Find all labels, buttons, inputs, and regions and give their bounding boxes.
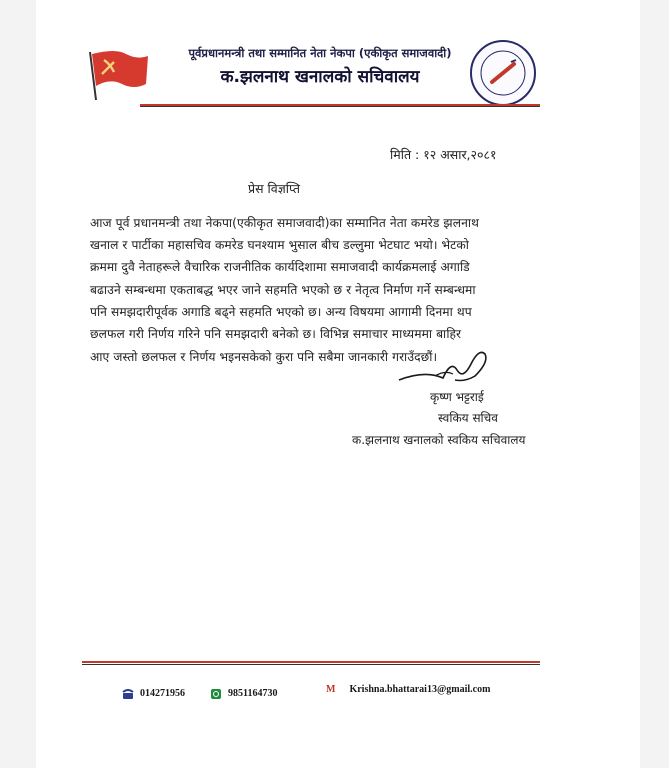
footer-email xyxy=(326,684,490,695)
footer-rule xyxy=(82,661,540,663)
signatory-role: स्वकिय सचिव xyxy=(438,411,498,425)
body-line: आए जस्तो छलफल र निर्णय भइनसकेको कुरा पनि सबैमा जानकारी गराउँदछौं। xyxy=(90,350,438,364)
office-name: क.झलनाथ खनालको स्वकिय सचिवालय xyxy=(352,433,526,447)
header-title: क.झलनाथ खनालको सचिवालय xyxy=(220,67,420,87)
email-address: Krishna.bhattarai13@gmail.com xyxy=(349,684,491,695)
footer-mobile xyxy=(210,688,277,699)
email-marker: M xyxy=(326,684,336,695)
signature-icon xyxy=(395,340,495,390)
body-line: क्रममा दुवै नेताहरूले वैचारिक राजनीतिक कार्यदिशामा समाजवादी कार्यक्रमलाई अगाडि xyxy=(90,260,470,274)
body-line: छलफल गरी निर्णय गरिने पनि समझदारी बनेको छ। विभिन्न समाचार माध्यममा बाहिर xyxy=(90,327,462,341)
signatory-name: कृष्ण भट्टराई xyxy=(430,390,484,404)
phone-icon xyxy=(122,689,134,699)
phone-number: 014271956 xyxy=(140,688,185,699)
mobile-number: 9851164730 xyxy=(228,688,278,699)
party-flag-logo-icon xyxy=(86,46,152,102)
body-line: बढाउने सम्बन्धमा एकताबद्ध भएर जाने सहमति भएको छ र नेतृत्व निर्माण गर्ने सम्बन्धमा xyxy=(90,283,476,297)
whatsapp-icon xyxy=(210,689,222,699)
header-rule-thin xyxy=(140,106,540,107)
footer-phone xyxy=(122,688,185,699)
letter-title: प्रेस विज्ञप्ति xyxy=(248,181,300,196)
letter-date: मिति : १२ असार,२०८१ xyxy=(390,147,497,162)
body-line: खनाल र पार्टीका महासचिव कमरेड घनश्याम भुसाल बीच डल्लुमा भेटघाट भयो। भेटको xyxy=(90,238,470,252)
footer-rule-thin xyxy=(82,664,540,665)
letterhead-page xyxy=(36,0,640,768)
seal-icon xyxy=(468,38,538,108)
header-subtitle: पूर्वप्रधानमन्त्री तथा सम्मानित नेता नेकपा (एकीकृत समाजवादी) xyxy=(188,46,452,60)
body-line: आज पूर्व प्रधानमन्त्री तथा नेकपा(एकीकृत समाजवादी)का सम्मानित नेता कमरेड झलनाथ xyxy=(90,216,480,230)
body-line: पनि समझदारीपूर्वक अगाडि बढ्ने सहमति भएको छ। अन्य विषयमा आगामी दिनमा थप xyxy=(90,305,472,319)
